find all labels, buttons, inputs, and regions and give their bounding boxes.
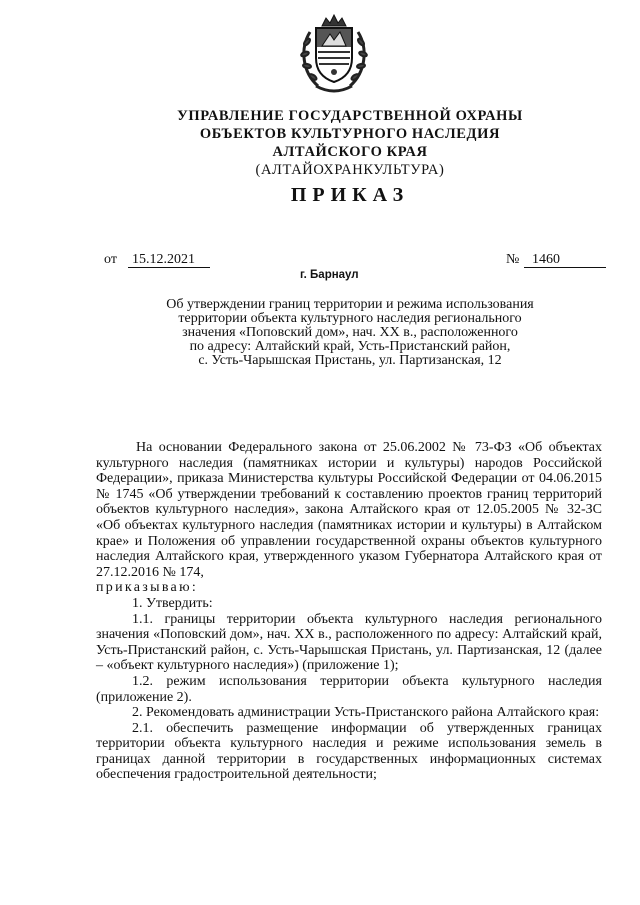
order-body (96, 440, 602, 783)
order-number: 1460 (524, 252, 606, 268)
item-1-1: 1.1. границы территории объекта культурного наследия регионального значения «Поповский дом», нач. XX в., расположенного по адресу: Алтайский край, Усть-Пристанский район, с. Усть-Чарышская Пристань, ул. Партизанская, 12 (далее – «объект культурного наследия») (приложение 1); (96, 611, 602, 674)
coat-of-arms-emblem (296, 12, 372, 96)
subject-line: значения «Поповский дом», нач. XX в., расположенного (182, 325, 518, 340)
item-2: 2. Рекомендовать администрации Усть-Пристанского района Алтайского края: (132, 705, 600, 721)
agency-name-line-1: УПРАВЛЕНИЕ ГОСУДАРСТВЕННОЙ ОХРАНЫ (177, 108, 523, 124)
item-1-2: 1.2. режим использования территории объекта культурного наследия (приложение 2). (96, 673, 602, 705)
date-label: от (104, 252, 117, 267)
preamble-paragraph: На основании Федерального закона от 25.06.2002 № 73-ФЗ «Об объектах культурного наследия (памятниках истории и культуры) народов Российской Федерации», приказа Министерства культуры Российской Федерации от 04.06.2015 № 1745 «Об утверждении требований к составлению проектов границ территорий объектов культурного наследия», закона Алтайского края от 12.05.2005 № 32-ЗС «Об объектах культурного наследия (памятниках истории и культуры) в Алтайском крае» и Положения об управлении государственной охраны объектов культурного наследия Алтайского края, утвержденного указом Губернатора Алтайского края от 27.12.2016 № 174, (96, 440, 602, 580)
order-word: приказываю: (96, 580, 199, 596)
item-2-1: 2.1. обеспечить размещение информации об утвержденных границах территории объекта культурного наследия и режиме использования земель в границах данной территории в государственных информационных системах обеспечения градостроительной деятельности; (96, 720, 602, 783)
order-date: 15.12.2021 (128, 252, 210, 268)
agency-name-line-3: АЛТАЙСКОГО КРАЯ (272, 144, 428, 160)
subject-line: по адресу: Алтайский край, Усть-Пристанский район, (189, 339, 511, 354)
agency-abbreviation: (АЛТАЙОХРАНКУЛЬТУРА) (255, 162, 445, 178)
subject-line: с. Усть-Чарышская Пристань, ул. Партизанская, 12 (198, 353, 502, 368)
subject-line: Об утверждении границ территории и режима использования (166, 297, 534, 312)
order-subject (120, 298, 580, 368)
document-title: ПРИКАЗ (290, 184, 410, 206)
subject-line: территории объекта культурного наследия регионального (178, 311, 522, 326)
agency-name-line-2: ОБЪЕКТОВ КУЛЬТУРНОГО НАСЛЕДИЯ (199, 126, 501, 142)
city: г. Барнаул (300, 269, 359, 281)
item-1: 1. Утвердить: (132, 595, 213, 611)
number-label: № (506, 252, 520, 267)
